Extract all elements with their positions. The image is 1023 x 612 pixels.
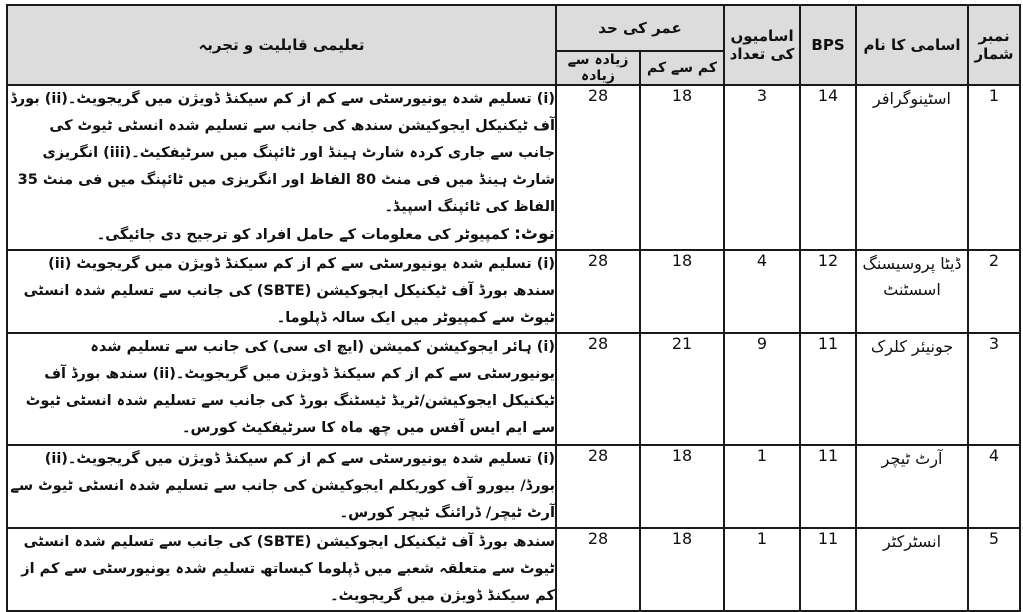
header-post: اسامی کا نام (856, 5, 968, 85)
row-age-max: 28 (556, 445, 640, 528)
vacancy-table (6, 4, 1021, 612)
row-vacancies: 1 (724, 445, 800, 528)
header-age-max: زیادہ سے زیادہ (556, 51, 640, 85)
row-bps: 11 (800, 445, 856, 528)
table-row (7, 85, 1020, 250)
row-age-max: 28 (556, 85, 640, 250)
header-age-min: کم سے کم (640, 51, 724, 85)
row-vacancies: 9 (724, 333, 800, 445)
qualification-text: (i) تسلیم شدہ یونیورسٹی سے کم از کم سیکنڈ ڈویژن میں گریجویٹ۔(ii) بورڈ آف ٹیکنیکل ایجوکیشن سندھ کی جانب سے تسلیم شدہ انسٹی ٹیوٹ کی جانب سے جاری کردہ شارٹ ہینڈ اور ٹائپنگ میں سرٹیفکیٹ۔(iii) انگریزی شارٹ ہینڈ میں فی منٹ 80 الفاظ اور انگریزی میں ٹائپنگ میں فی منٹ 35 الفاظ کی ٹائپنگ اسپیڈ۔ (10, 91, 555, 215)
row-qualification: سندھ بورڈ آف ٹیکنیکل ایجوکیشن (SBTE) کی جانب سے تسلیم شدہ انسٹی ٹیوٹ سے متعلقہ شعبے میں ڈپلوما کیساتھ تسلیم شدہ یونیورسٹی سے کم از کم سیکنڈ ڈویژن میں گریجویٹ۔ (7, 528, 556, 611)
row-age-min: 18 (640, 85, 724, 250)
row-qualification: (i) تسلیم شدہ یونیورسٹی سے کم از کم سیکنڈ ڈویژن میں گریجویٹ (ii) سندھ بورڈ آف ٹیکنیکل ایجوکیشن (SBTE) کی جانب سے تسلیم شدہ انسٹی ٹیوٹ سے کمپیوٹر میں ایک سالہ ڈپلوما۔ (7, 250, 556, 333)
row-bps: 11 (800, 528, 856, 611)
row-age-max: 28 (556, 333, 640, 445)
row-age-max: 28 (556, 250, 640, 333)
row-age-min: 18 (640, 528, 724, 611)
header-age-limit: عمر کی حد (556, 5, 724, 51)
row-serial: 5 (968, 528, 1020, 611)
row-qualification: (i) ہائر ایجوکیشن کمیشن (ایچ ای سی) کی جانب سے تسلیم شدہ یونیورسٹی سے کم از کم سیکنڈ ڈویژن میں گریجویٹ۔(ii) سندھ بورڈ آف ٹیکنیکل ایجوکیشن/ٹریڈ ٹیسٹنگ بورڈ کی جانب سے تسلیم شدہ انسٹی ٹیوٹ سے ایم ایس آفس میں چھ ماہ کا سرٹیفکیٹ کورس۔ (7, 333, 556, 445)
row-age-min: 18 (640, 445, 724, 528)
row-post: انسٹرکٹر (856, 528, 968, 611)
note-text: کمپیوٹر کی معلومات کے حامل افراد کو ترجیح دی جائیگی۔ (96, 227, 509, 243)
row-post: ڈیٹا پروسیسنگ اسسٹنٹ (856, 250, 968, 333)
table-row (7, 250, 1020, 333)
row-age-min: 18 (640, 250, 724, 333)
row-serial: 4 (968, 445, 1020, 528)
row-post: آرٹ ٹیچر (856, 445, 968, 528)
row-qualification (7, 85, 556, 250)
row-vacancies: 3 (724, 85, 800, 250)
row-age-min: 21 (640, 333, 724, 445)
table-row (7, 528, 1020, 611)
table-row (7, 333, 1020, 445)
row-serial: 2 (968, 250, 1020, 333)
header-qualification: تعلیمی قابلیت و تجربہ (7, 5, 556, 85)
row-bps: 11 (800, 333, 856, 445)
header-bps: BPS (800, 5, 856, 85)
row-vacancies: 4 (724, 250, 800, 333)
row-serial: 3 (968, 333, 1020, 445)
header-serial: نمبر شمار (968, 5, 1020, 85)
row-bps: 12 (800, 250, 856, 333)
row-bps: 14 (800, 85, 856, 250)
row-age-max: 28 (556, 528, 640, 611)
row-post: اسٹینوگرافر (856, 85, 968, 250)
note-label: نوٹ: (514, 224, 555, 244)
row-vacancies: 1 (724, 528, 800, 611)
row-post: جونیئر کلرک (856, 333, 968, 445)
header-vacancies: اسامیوں کی تعداد (724, 5, 800, 85)
row-serial: 1 (968, 85, 1020, 250)
table-row (7, 445, 1020, 528)
row-qualification: (i) تسلیم شدہ یونیورسٹی سے کم از کم سیکنڈ ڈویژن میں گریجویٹ۔(ii) بورڈ/ بیورو آف کوریکلم ایجوکیشن کی جانب سے تسلیم شدہ انسٹی ٹیوٹ سے آرٹ ٹیچر/ ڈرائنگ ٹیچر کورس۔ (7, 445, 556, 528)
